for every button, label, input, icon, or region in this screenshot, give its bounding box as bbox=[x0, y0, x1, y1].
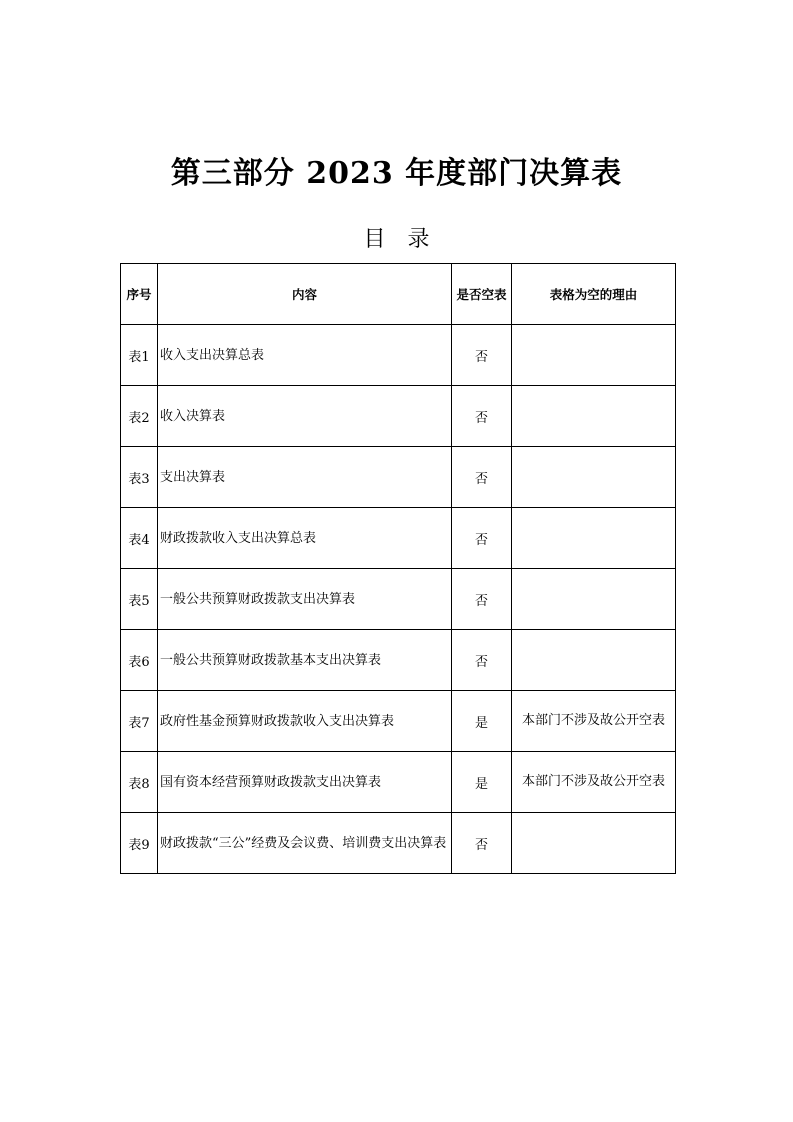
row-no: 表7 bbox=[121, 691, 158, 752]
row-content: 收入决算表 bbox=[158, 386, 452, 447]
row-content: 一般公共预算财政拨款基本支出决算表 bbox=[158, 630, 452, 691]
row-no: 表4 bbox=[121, 508, 158, 569]
row-no: 表2 bbox=[121, 386, 158, 447]
row-reason bbox=[512, 813, 676, 874]
row-reason bbox=[512, 386, 676, 447]
toc-table bbox=[120, 263, 676, 874]
row-content: 财政拨款“三公”经费及会议费、培训费支出决算表 bbox=[158, 813, 452, 874]
row-is-empty: 否 bbox=[452, 447, 512, 508]
row-no: 表5 bbox=[121, 569, 158, 630]
row-no: 表6 bbox=[121, 630, 158, 691]
row-is-empty: 否 bbox=[452, 630, 512, 691]
table-row bbox=[121, 386, 676, 447]
row-no: 表9 bbox=[121, 813, 158, 874]
table-row bbox=[121, 630, 676, 691]
toc-heading: 目录 bbox=[363, 227, 452, 252]
row-no: 表3 bbox=[121, 447, 158, 508]
row-content: 政府性基金预算财政拨款收入支出决算表 bbox=[158, 691, 452, 752]
row-is-empty: 否 bbox=[452, 569, 512, 630]
row-is-empty: 否 bbox=[452, 508, 512, 569]
table-row bbox=[121, 325, 676, 386]
row-content: 一般公共预算财政拨款支出决算表 bbox=[158, 569, 452, 630]
header-content: 内容 bbox=[158, 264, 452, 325]
row-reason bbox=[512, 325, 676, 386]
row-no: 表8 bbox=[121, 752, 158, 813]
row-content: 支出决算表 bbox=[158, 447, 452, 508]
row-content: 财政拨款收入支出决算总表 bbox=[158, 508, 452, 569]
row-reason bbox=[512, 508, 676, 569]
row-is-empty: 是 bbox=[452, 752, 512, 813]
row-no: 表1 bbox=[121, 325, 158, 386]
table-row bbox=[121, 569, 676, 630]
row-reason bbox=[512, 569, 676, 630]
row-reason: 本部门不涉及故公开空表 bbox=[512, 752, 676, 813]
row-reason bbox=[512, 630, 676, 691]
row-is-empty: 否 bbox=[452, 813, 512, 874]
table-row bbox=[121, 508, 676, 569]
table-row bbox=[121, 691, 676, 752]
table-row bbox=[121, 813, 676, 874]
row-is-empty: 是 bbox=[452, 691, 512, 752]
table-row bbox=[121, 752, 676, 813]
header-reason: 表格为空的理由 bbox=[512, 264, 676, 325]
table-header-row bbox=[121, 264, 676, 325]
row-reason bbox=[512, 447, 676, 508]
row-content: 国有资本经营预算财政拨款支出决算表 bbox=[158, 752, 452, 813]
row-reason: 本部门不涉及故公开空表 bbox=[512, 691, 676, 752]
row-is-empty: 否 bbox=[452, 386, 512, 447]
page-title: 第三部分 2023 年度部门决算表 bbox=[170, 156, 623, 191]
header-no: 序号 bbox=[121, 264, 158, 325]
table-row bbox=[121, 447, 676, 508]
row-is-empty: 否 bbox=[452, 325, 512, 386]
header-is-empty: 是否空表 bbox=[452, 264, 512, 325]
row-content: 收入支出决算总表 bbox=[158, 325, 452, 386]
